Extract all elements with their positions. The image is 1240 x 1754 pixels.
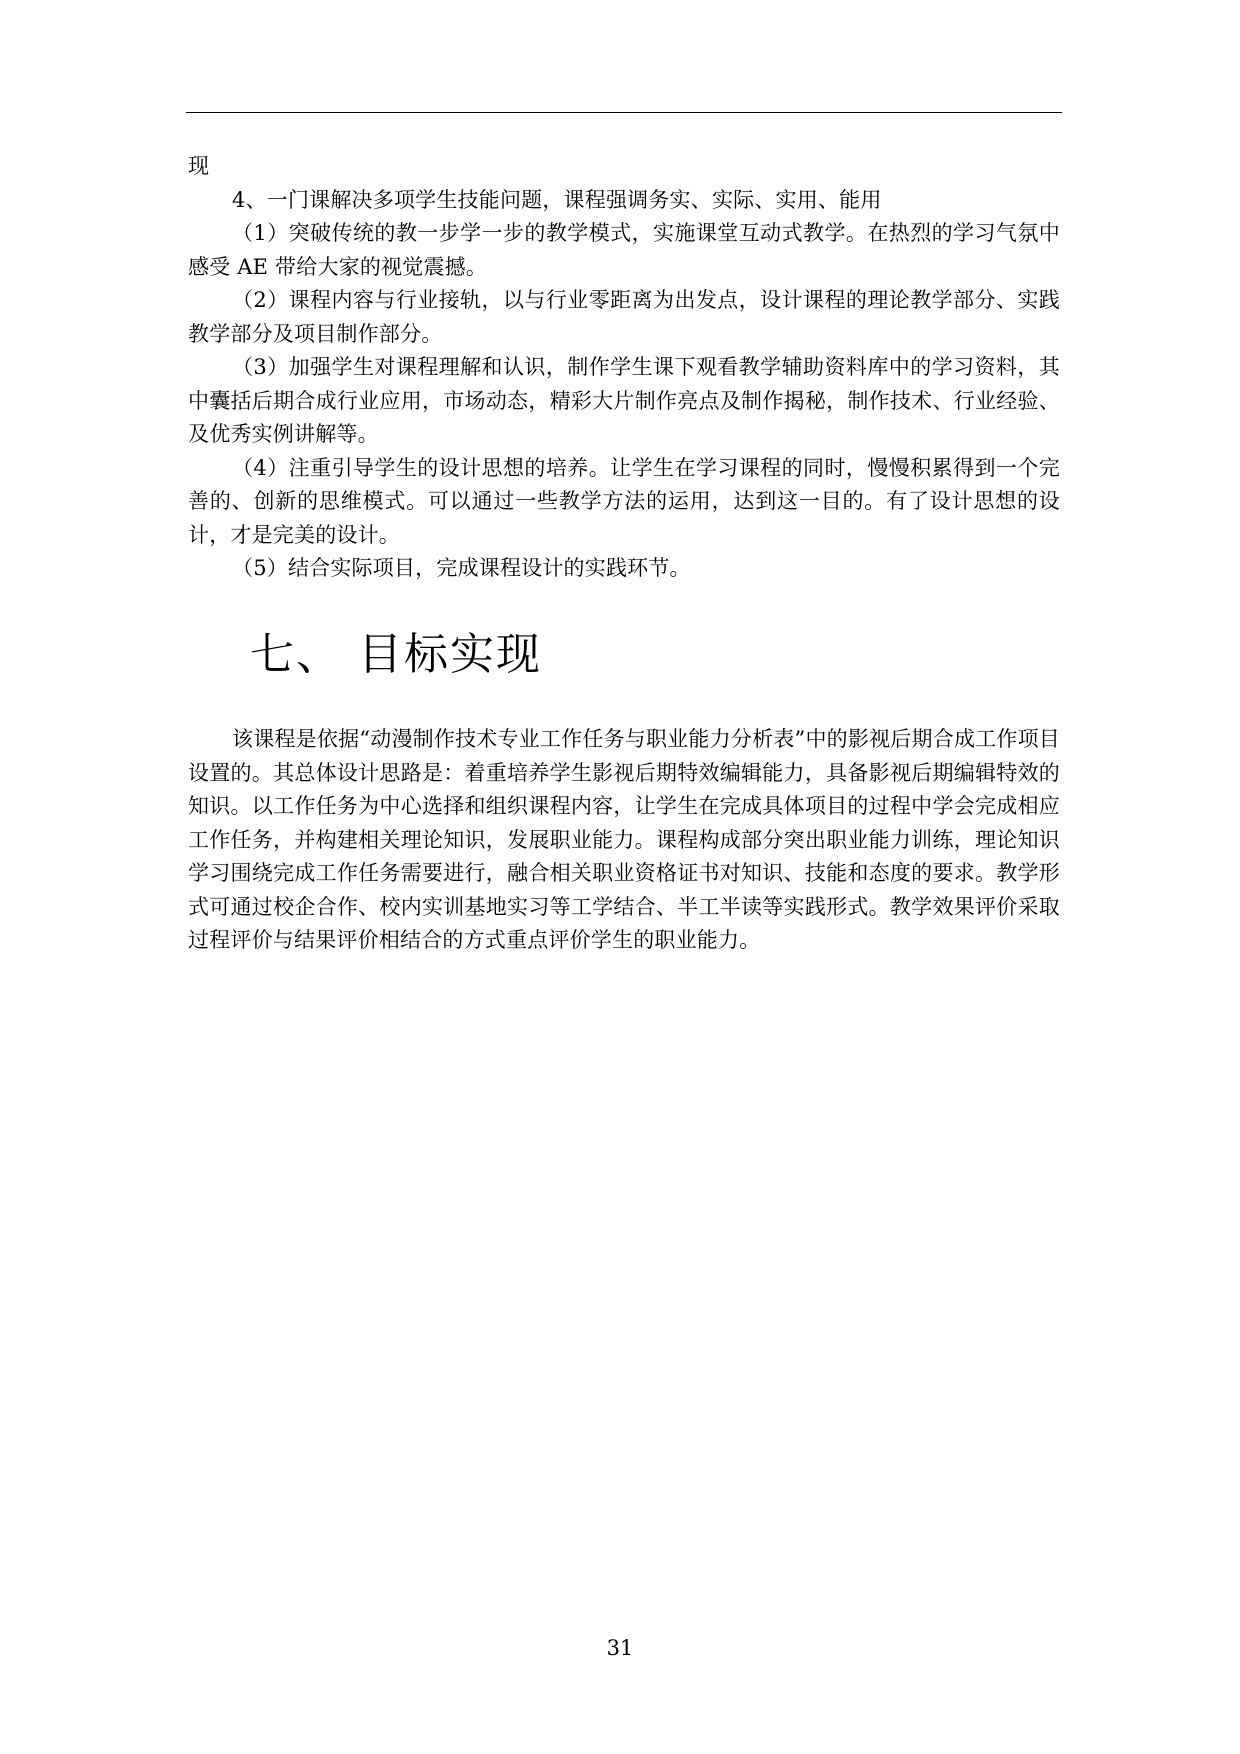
header-rule [186,112,1062,113]
page-number: 31 [606,1636,634,1660]
point-4-item-2: （2）课程内容与行业接轨，以与行业零距离为出发点，设计课程的理论教学部分、实践教学部分及项目制作部分。 [188,288,1060,346]
section-body [188,723,1060,958]
top-section [188,150,1060,586]
section-heading: 七、 目标实现 [250,629,542,680]
point-4-item-3: （3）加强学生对课程理解和认识，制作学生课下观看教学辅助资料库中的学习资料，其中囊括后期合成行业应用，市场动态，精彩大片制作亮点及制作揭秘，制作技术、行业经验、及优秀实例讲解等。 [188,355,1060,446]
point-4-item-1: （1）突破传统的教一步学一步的教学模式，实施课堂互动式教学。在热烈的学习气氛中感受 AE 带给大家的视觉震撼。 [188,221,1060,279]
point-4-heading: 4、一门课解决多项学生技能问题，课程强调务实、实际、实用、能用 [232,187,882,212]
section-paragraph: 该课程是依据“动漫制作技术专业工作任务与职业能力分析表”中的影视后期合成工作项目设置的。其总体设计思路是：着重培养学生影视后期特效编辑能力，具备影视后期编辑特效的知识。以工作任务为中心选择和组织课程内容，让学生在完成具体项目的过程中学会完成相应工作任务，并构建相关理论知识，发展职业能力。课程构成部分突出职业能力训练，理论知识学习围绕完成工作任务需要进行，融合相关职业资格证书对知识、技能和态度的要求。教学形式可通过校企合作、校内实训基地实习等工学结合、半工半读等实践形式。教学效果评价采取过程评价与结果评价相结合的方式重点评价学生的职业能力。 [188,727,1060,952]
point-4-item-5: （5）结合实际项目，完成课程设计的实践环节。 [232,556,691,580]
point-4-item-4: （4）注重引导学生的设计思想的培养。让学生在学习课程的同时，慢慢积累得到一个完善的、创新的思维模式。可以通过一些教学方法的运用，达到这一目的。有了设计思想的设计，才是完美的设计。 [188,455,1060,547]
continuation-text: 现 [188,154,210,178]
